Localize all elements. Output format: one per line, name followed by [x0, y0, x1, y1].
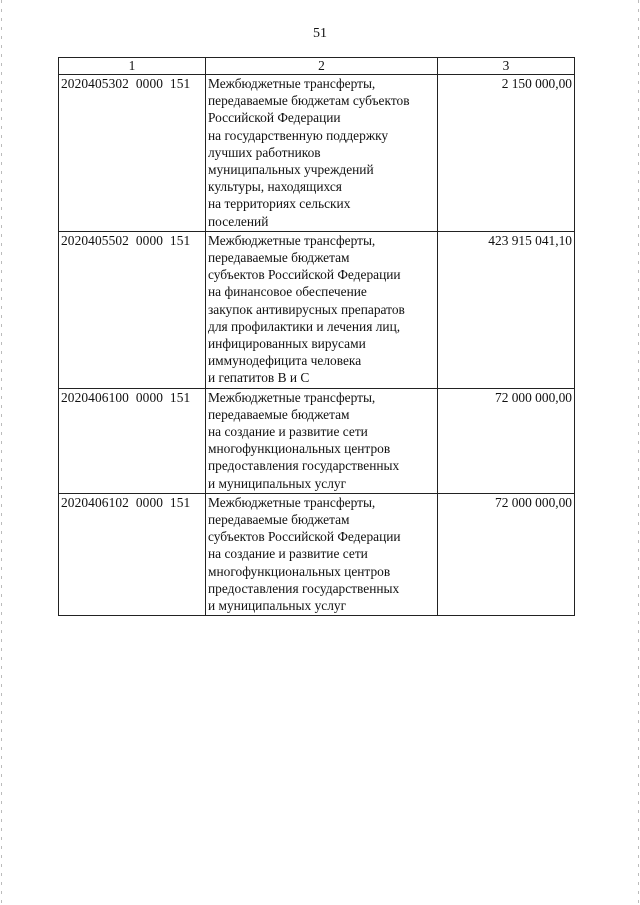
scan-edge-right	[638, 0, 639, 905]
header-row	[59, 58, 575, 75]
description-cell: Межбюджетные трансферты, передаваемые бюджетам на создание и развитие сети многофункциональных центров предоставления государственных и муниципальных услуг	[206, 388, 438, 493]
table-row	[59, 388, 575, 493]
table-row	[59, 493, 575, 615]
description-cell: Межбюджетные трансферты, передаваемые бюджетам субъектов Российской Федерации на финансовое обеспечение закупок антивирусных препаратов для профилактики и лечения лиц, инфицированных вирусами иммунодефицита человека и гепатитов В и С	[206, 231, 438, 388]
amount-cell: 423 915 041,10	[438, 231, 575, 388]
budget-code-cell: 2020405302 0000 151	[59, 75, 206, 232]
column-header-2: 2	[206, 58, 438, 75]
amount-cell: 2 150 000,00	[438, 75, 575, 232]
amount-cell: 72 000 000,00	[438, 493, 575, 615]
budget-code-cell: 2020406100 0000 151	[59, 388, 206, 493]
table-row	[59, 75, 575, 232]
budget-code-cell: 2020405502 0000 151	[59, 231, 206, 388]
description-cell: Межбюджетные трансферты, передаваемые бюджетам субъектов Российской Федерации на создание и развитие сети многофункциональных центров предоставления государственных и муниципальных услуг	[206, 493, 438, 615]
scan-edge-left	[1, 0, 2, 905]
table-row	[59, 231, 575, 388]
page-number: 51	[313, 26, 327, 41]
budget-table	[58, 57, 575, 616]
description-cell: Межбюджетные трансферты, передаваемые бюджетам субъектов Российской Федерации на государственную поддержку лучших работников муниципальных учреждений культуры, находящихся на территориях сельских поселений	[206, 75, 438, 232]
amount-cell: 72 000 000,00	[438, 388, 575, 493]
table-header	[59, 58, 575, 75]
column-header-1: 1	[59, 58, 206, 75]
column-header-3: 3	[438, 58, 575, 75]
budget-code-cell: 2020406102 0000 151	[59, 493, 206, 615]
table-body	[59, 75, 575, 616]
